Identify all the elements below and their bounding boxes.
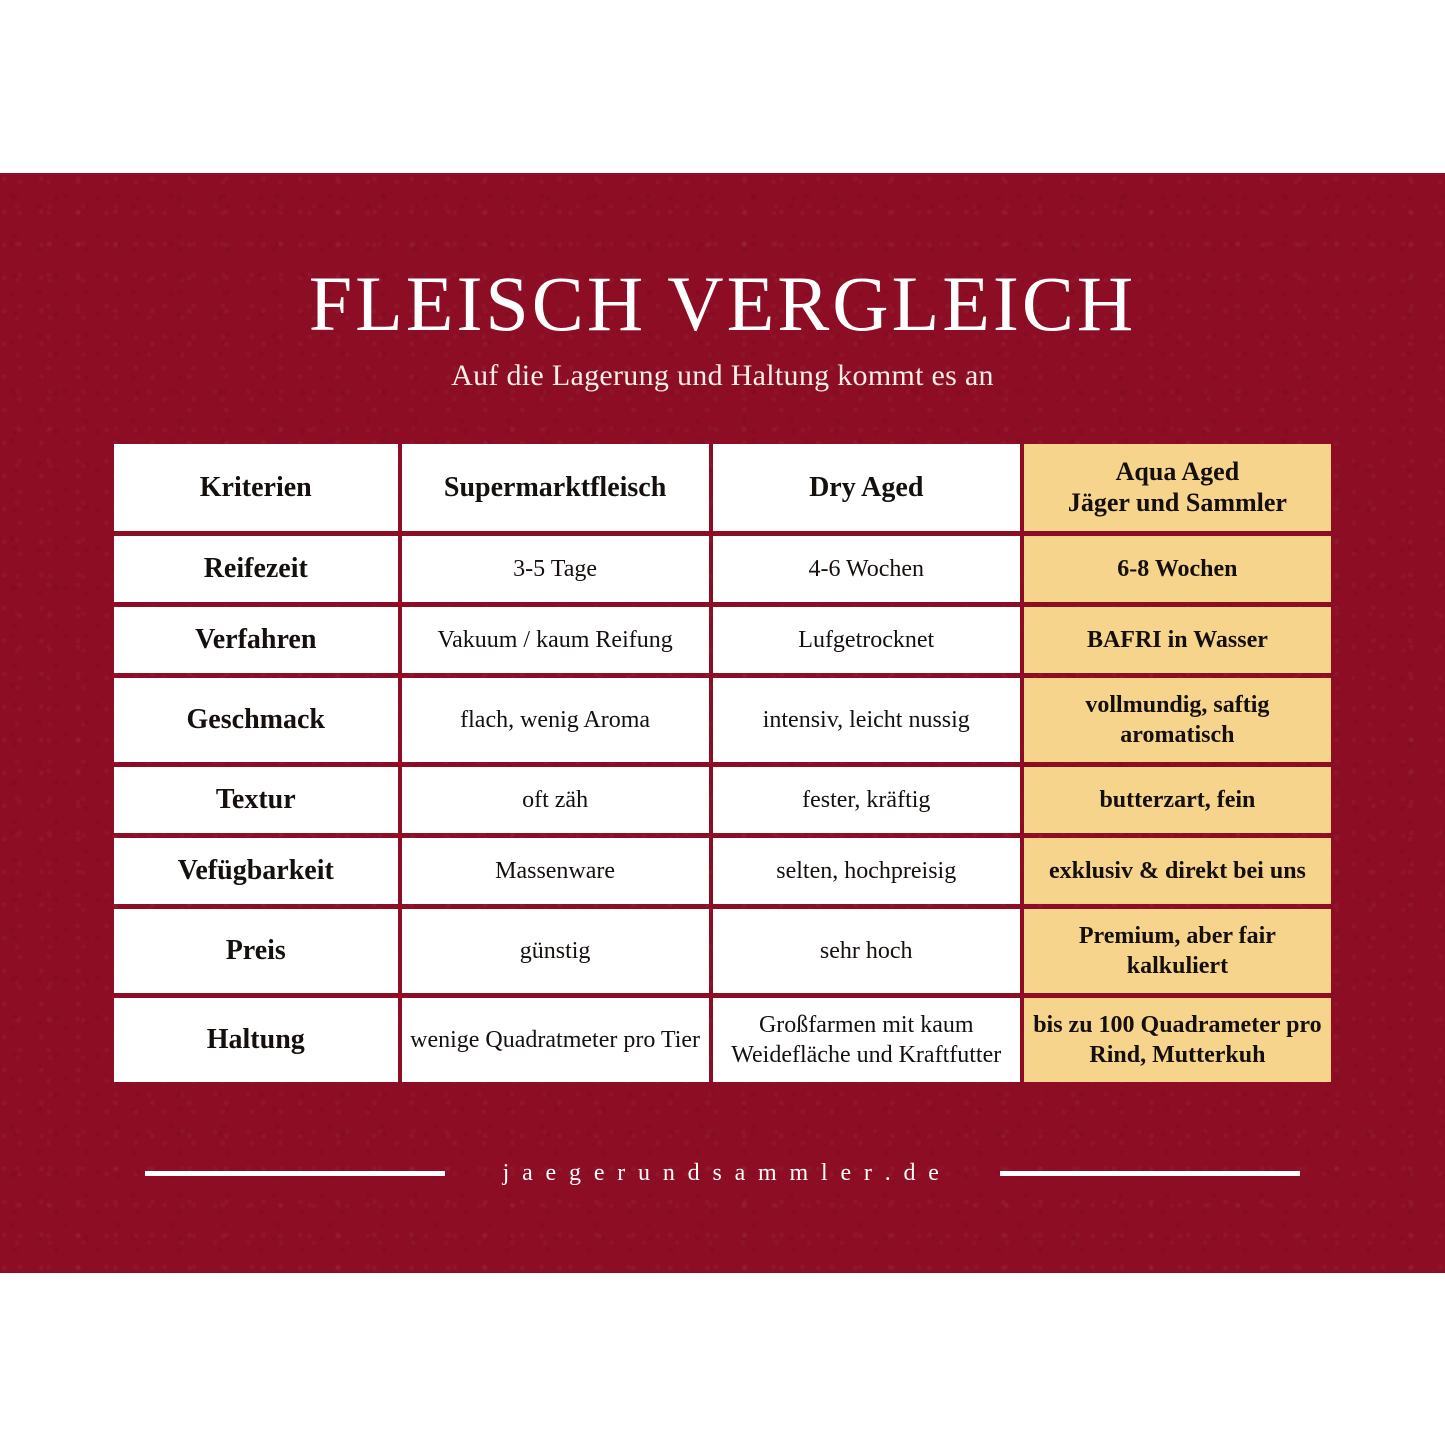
row-criterion: Reifezeit: [114, 536, 398, 602]
cell-dry-aged: intensiv, leicht nussig: [713, 678, 1020, 762]
row-criterion: Haltung: [114, 998, 398, 1082]
comparison-table: [110, 439, 1335, 1087]
table-row: [114, 678, 1331, 762]
table-row: [114, 909, 1331, 993]
cell-supermarkt: flach, wenig Aroma: [402, 678, 709, 762]
poster-card: [0, 173, 1445, 1273]
table-row: [114, 767, 1331, 833]
column-header-kriterien: Kriterien: [114, 444, 398, 531]
cell-supermarkt: günstig: [402, 909, 709, 993]
cell-aqua-aged: butterzart, fein: [1024, 767, 1331, 833]
cell-supermarkt: oft zäh: [402, 767, 709, 833]
cell-aqua-aged: exklusiv & direkt bei uns: [1024, 838, 1331, 904]
column-header-supermarktfleisch: Supermarktfleisch: [402, 444, 709, 531]
footer-website: j a e g e r u n d s a m m l e r . d e: [502, 1159, 943, 1186]
cell-aqua-aged: bis zu 100 Quadrameter pro Rind, Mutterkuh: [1024, 998, 1331, 1082]
column-header-aqua-aged: [1024, 444, 1331, 531]
row-criterion: Preis: [114, 909, 398, 993]
column-header-dry-aged: Dry Aged: [713, 444, 1020, 531]
cell-supermarkt: 3-5 Tage: [402, 536, 709, 602]
cell-aqua-aged: vollmundig, saftig aromatisch: [1024, 678, 1331, 762]
table-row: [114, 536, 1331, 602]
cell-aqua-aged: 6-8 Wochen: [1024, 536, 1331, 602]
table-header-row: [114, 444, 1331, 531]
column-header-aqua-aged-line1: Aqua Aged: [1115, 456, 1240, 486]
cell-aqua-aged: Premium, aber fair kalkuliert: [1024, 909, 1331, 993]
page-title: FLEISCH VERGLEICH: [308, 259, 1137, 347]
cell-supermarkt: wenige Quadratmeter pro Tier: [402, 998, 709, 1082]
table-row: [114, 838, 1331, 904]
cell-dry-aged: selten, hochpreisig: [713, 838, 1020, 904]
column-header-aqua-aged-line2: Jäger und Sammler: [1067, 488, 1287, 518]
footer-rule-right: [1000, 1171, 1300, 1176]
page-subtitle: Auf die Lagerung und Haltung kommt es an: [451, 358, 994, 392]
row-criterion: Geschmack: [114, 678, 398, 762]
table-row: [114, 998, 1331, 1082]
row-criterion: Textur: [114, 767, 398, 833]
cell-dry-aged: Großfarmen mit kaum Weidefläche und Kraftfutter: [713, 998, 1020, 1082]
footer: [0, 1160, 1445, 1187]
row-criterion: Verfahren: [114, 607, 398, 673]
table-row: [114, 607, 1331, 673]
footer-rule-left: [145, 1171, 445, 1176]
row-criterion: Vefügbarkeit: [114, 838, 398, 904]
comparison-table-wrapper: [110, 439, 1335, 1087]
cell-aqua-aged: BAFRI in Wasser: [1024, 607, 1331, 673]
cell-supermarkt: Massenware: [402, 838, 709, 904]
cell-dry-aged: Lufgetrocknet: [713, 607, 1020, 673]
cell-dry-aged: fester, kräftig: [713, 767, 1020, 833]
cell-dry-aged: 4-6 Wochen: [713, 536, 1020, 602]
cell-supermarkt: Vakuum / kaum Reifung: [402, 607, 709, 673]
cell-dry-aged: sehr hoch: [713, 909, 1020, 993]
